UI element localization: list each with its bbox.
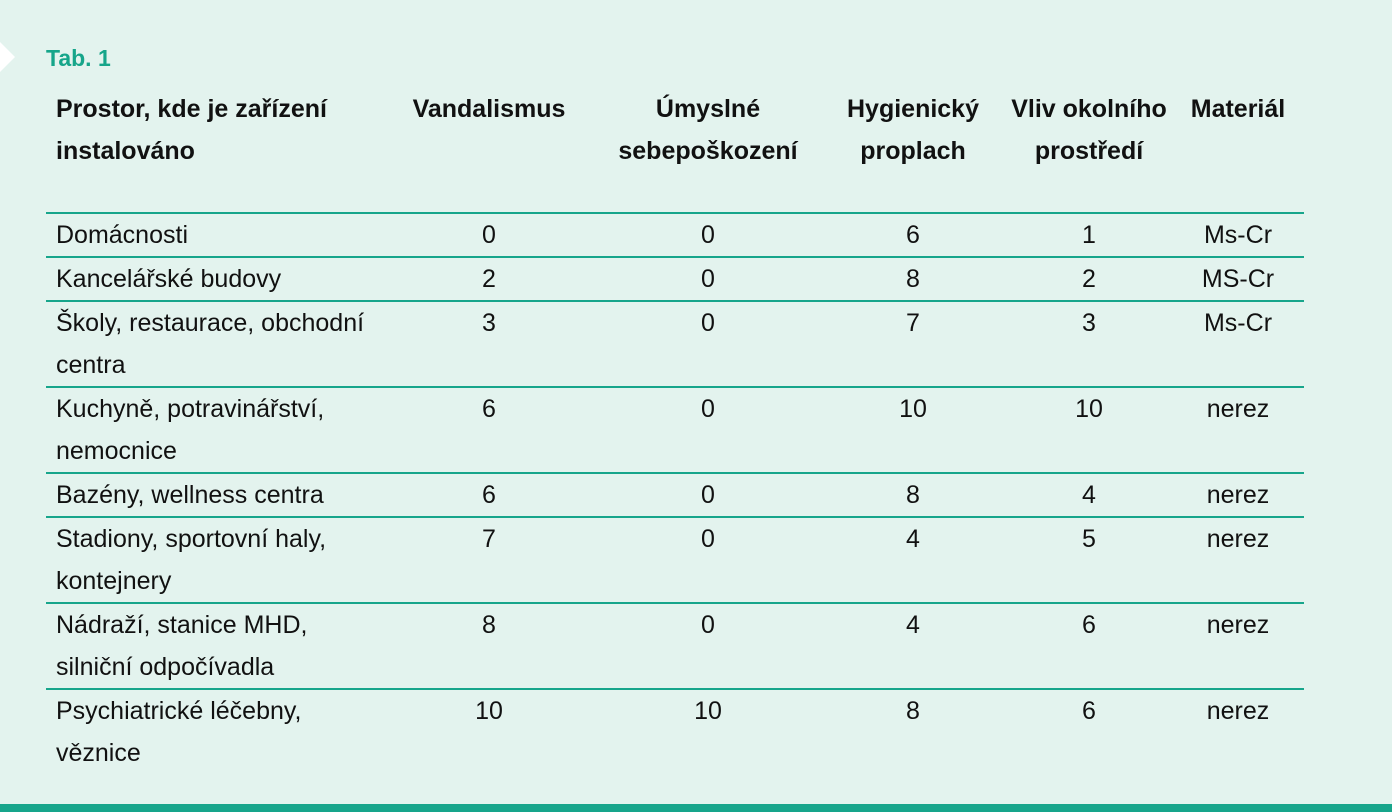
cell-prostor: Bazény, wellness centra <box>56 481 324 509</box>
cell-proplach: 4 <box>906 525 920 553</box>
bottom-accent-bar <box>0 804 1392 812</box>
table-row <box>46 603 1304 689</box>
cell-prostor: Psychiatrické léčebny, věznice <box>56 697 302 767</box>
cell-proplach: 6 <box>906 221 920 249</box>
cell-proplach: 8 <box>906 265 920 293</box>
cell-vandalismus: 6 <box>482 481 496 509</box>
cell-material: nerez <box>1206 697 1270 725</box>
cell-material: nerez <box>1206 525 1270 553</box>
cell-vandalismus: 7 <box>482 525 496 553</box>
cell-vandalismus: 2 <box>482 265 496 293</box>
table-row <box>46 257 1304 301</box>
header-vliv-okolniho-prostredi: Vliv okolního prostředí <box>1011 95 1167 165</box>
header-umyslne-sebeposkozeni: Úmyslné sebepoškození <box>618 95 798 165</box>
cell-prostredi: 6 <box>1082 611 1096 639</box>
cell-vandalismus: 8 <box>482 611 496 639</box>
cell-prostredi: 1 <box>1082 221 1096 249</box>
cell-material: nerez <box>1206 611 1270 639</box>
table-row <box>46 387 1304 473</box>
table-row <box>46 213 1304 257</box>
table-caption: Tab. 1 <box>46 45 111 71</box>
cell-material: Ms-Cr <box>1203 221 1273 249</box>
cell-proplach: 10 <box>899 395 927 423</box>
cell-sebeposkozeni: 0 <box>701 265 715 293</box>
cell-prostredi: 4 <box>1082 481 1096 509</box>
header-row <box>46 88 1304 213</box>
cell-vandalismus: 6 <box>482 395 496 423</box>
cell-prostredi: 3 <box>1082 309 1096 337</box>
cell-sebeposkozeni: 0 <box>701 309 715 337</box>
cell-sebeposkozeni: 0 <box>701 395 715 423</box>
cell-prostredi: 6 <box>1082 697 1096 725</box>
cell-material: nerez <box>1206 395 1270 423</box>
cell-prostor: Školy, restaurace, obchodní centra <box>56 309 365 379</box>
cell-material: Ms-Cr <box>1203 309 1273 337</box>
cell-proplach: 7 <box>906 309 920 337</box>
cell-proplach: 8 <box>906 697 920 725</box>
data-table <box>46 88 1304 774</box>
table-row <box>46 517 1304 603</box>
cell-sebeposkozeni: 0 <box>701 611 715 639</box>
cell-material: nerez <box>1206 481 1270 509</box>
cell-sebeposkozeni: 10 <box>694 697 722 725</box>
header-prostor: Prostor, kde je zařízení instalováno <box>56 95 327 165</box>
cell-prostredi: 5 <box>1082 525 1096 553</box>
corner-marker <box>0 42 15 72</box>
cell-prostor: Nádraží, stanice MHD, silniční odpočívadla <box>56 611 308 681</box>
header-vandalismus: Vandalismus <box>412 95 566 123</box>
cell-vandalismus: 3 <box>482 309 496 337</box>
cell-sebeposkozeni: 0 <box>701 221 715 249</box>
cell-sebeposkozeni: 0 <box>701 481 715 509</box>
header-material: Materiál <box>1190 95 1286 123</box>
cell-prostor: Stadiony, sportovní haly, kontejnery <box>56 525 327 595</box>
cell-vandalismus: 10 <box>475 697 503 725</box>
header-hygienicky-proplach: Hygienický proplach <box>846 95 979 165</box>
table-row <box>46 473 1304 517</box>
cell-vandalismus: 0 <box>482 221 496 249</box>
cell-prostor: Kuchyně, potravinářství, nemocnice <box>56 395 325 465</box>
cell-prostredi: 2 <box>1082 265 1096 293</box>
cell-sebeposkozeni: 0 <box>701 525 715 553</box>
table-row <box>46 689 1304 774</box>
cell-proplach: 8 <box>906 481 920 509</box>
cell-prostredi: 10 <box>1075 395 1103 423</box>
cell-material: MS-Cr <box>1201 265 1275 293</box>
cell-proplach: 4 <box>906 611 920 639</box>
cell-prostor: Domácnosti <box>56 221 188 249</box>
cell-prostor: Kancelářské budovy <box>56 265 282 293</box>
table-row <box>46 301 1304 387</box>
